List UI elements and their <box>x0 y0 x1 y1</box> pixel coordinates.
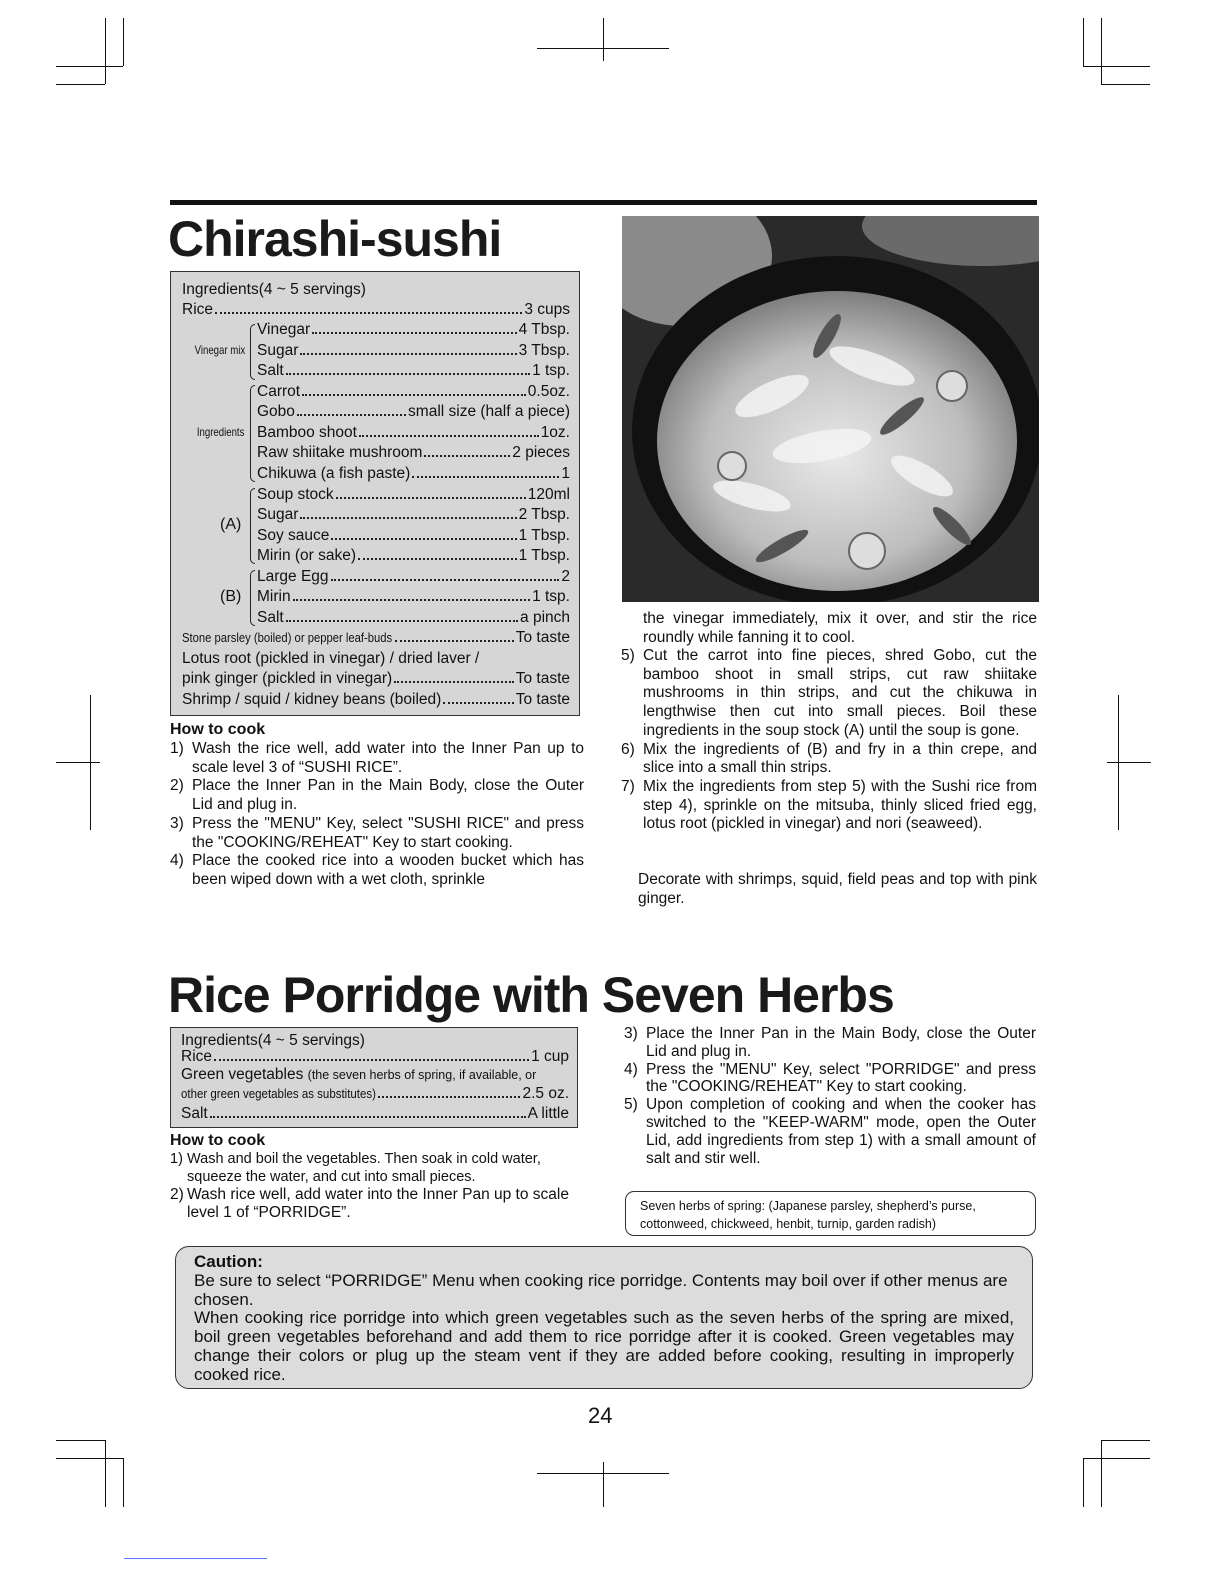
bottom-underline <box>124 1558 267 1559</box>
group-b-row: Large Egg 2 <box>257 568 570 585</box>
decorate-note: Decorate with shrimps, squid, field peas and top with pink ginger. <box>638 871 1037 907</box>
step-item: 3) Place the Inner Pan in the Main Body, close the Outer Lid and plug in. <box>624 1025 1036 1060</box>
step4-continued: the vinegar immediately, mix it over, and stir the rice roundly while fanning it to cool. <box>643 610 1037 646</box>
step-item: 6) Mix the ingredients of (B) and fry in a thin crepe, and slice into a small thin strips. <box>621 740 1037 777</box>
group-b-brace <box>250 570 255 626</box>
ingredient-row: Gobo small size (half a piece) <box>257 403 570 420</box>
group-a-row: Mirin (or sake) 1 Tbsp. <box>257 547 570 564</box>
step-item: 1) Wash the rice well, add water into the Inner Pan up to scale level 3 of “SUSHI RICE”. <box>170 740 584 776</box>
ingredients-brace <box>250 385 255 482</box>
porridge-ingredients-header: Ingredients(4 ~ 5 servings) <box>181 1032 365 1049</box>
extra-row: Stone parsley (boiled) or pepper leaf-buds To taste <box>182 629 570 646</box>
group-a-row: Soy sauce 1 Tbsp. <box>257 527 570 544</box>
caution-paragraph: Be sure to select “PORRIDGE” Menu when cooking rice porridge. Contents may boil over if other menus are chosen. <box>194 1270 1008 1309</box>
caution-title: Caution: <box>194 1252 263 1271</box>
chirashi-title: Chirashi-sushi <box>168 211 502 267</box>
step-item: 4) Place the cooked rice into a wooden bucket which has been wiped down with a wet cloth, sprinkle <box>170 852 584 888</box>
page-number: 24 <box>588 1403 613 1428</box>
step-item: 2) Place the Inner Pan in the Main Body, close the Outer Lid and plug in. <box>170 777 584 814</box>
extra-row: Lotus root (pickled in vinegar) / dried laver / <box>182 650 480 667</box>
ingredient-row: Raw shiitake mushroom 2 pieces <box>257 444 570 461</box>
vinegar-mix-row: Sugar 3 Tbsp. <box>257 342 570 359</box>
step-item: 1) Wash and boil the vegetables. Then soak in cold water, squeeze the water, and cut into small pieces. <box>170 1151 541 1185</box>
porridge-title: Rice Porridge with Seven Herbs <box>168 967 894 1023</box>
porridge-ingredient-rice: Rice 1 cup <box>181 1048 569 1065</box>
vinegar-mix-brace <box>250 324 255 380</box>
caution-box <box>175 1246 1033 1389</box>
step-item: 5) Upon completion of cooking and when the cooker has switched to the "KEEP-WARM" mode, open the Outer Lid, add ingredients from step 1) with a small amount of salt and stir well. <box>624 1096 1036 1167</box>
ingredients-header: Ingredients(4 ~ 5 servings) <box>182 281 366 298</box>
vinegar-mix-row: Vinegar 4 Tbsp. <box>257 321 570 338</box>
porridge-steps-right <box>624 1025 1036 1167</box>
vinegar-mix-row: Salt 1 tsp. <box>257 362 570 379</box>
chirashi-ingredients-box <box>170 271 580 716</box>
group-b-row: Mirin 1 tsp. <box>257 588 570 605</box>
sushi-bowl-image <box>622 216 1039 602</box>
porridge-ingredient-green-2: other green vegetables as substitutes) 2.5 oz. <box>181 1085 569 1102</box>
step-item: 5) Cut the carrot into fine pieces, shred Gobo, cut the bamboo shoot in small strips, cut raw shiitake mushrooms in thin strips, and cut the chikuwa in lengthwise then cut into small pieces. Boil these ingredients in the soup stock (A) until the soup is gone. <box>621 647 1037 739</box>
porridge-steps-left <box>170 1151 580 1221</box>
porridge-ingredients-box <box>170 1027 578 1128</box>
top-rule <box>170 200 1037 205</box>
chirashi-steps-left <box>170 740 584 890</box>
ingredient-row: Chikuwa (a fish paste) 1 <box>257 465 570 482</box>
step-item: 3) Press the "MENU" Key, select "SUSHI RICE" and press the "COOKING/REHEAT" Key to start cooking. <box>170 814 584 851</box>
chirashi-sushi-photo <box>622 216 1039 602</box>
step-item: 7) Mix the ingredients from step 5) with the Sushi rice from step 4), sprinkle on the mitsuba, thinly sliced fried egg, lotus root (pickled in vinegar) and nori (seaweed). <box>621 777 1037 833</box>
group-b-label: (B) <box>220 588 242 605</box>
ingredients-side-label: Ingredients <box>196 425 244 439</box>
seven-herbs-note: Seven herbs of spring: (Japanese parsley, shepherd’s purse, cottonweed, chickweed, henbit, turnip, garden radish) <box>625 1191 1036 1236</box>
ingredient-row: Carrot 0.5oz. <box>257 383 570 400</box>
vinegar-mix-label: Vinegar mix <box>194 343 245 357</box>
group-a-row: Sugar 2 Tbsp. <box>257 506 570 523</box>
ingredient-row: Bamboo shoot 1oz. <box>257 424 570 441</box>
extra-row: Shrimp / squid / kidney beans (boiled) To taste <box>182 691 570 708</box>
ingredient-row-rice: Rice 3 cups <box>182 301 570 318</box>
group-b-row: Salt a pinch <box>257 609 570 626</box>
group-a-row: Soup stock 120ml <box>257 486 570 503</box>
extra-row: pink ginger (pickled in vinegar) To taste <box>182 670 570 687</box>
porridge-ingredient-green: Green vegetables (the seven herbs of spring, if available, or <box>181 1066 537 1083</box>
group-a-brace <box>250 488 255 564</box>
caution-paragraph: When cooking rice porridge into which green vegetables such as the seven herbs of the spring are mixed, boil green vegetables beforehand and add them to rice porridge after it is cooked. Green vegetables may change their colors or plug up the steam vent if they are added before cooking, resulting in improperly cooked rice. <box>194 1308 1014 1384</box>
group-a-label: (A) <box>220 516 242 533</box>
porridge-how-to-cook-heading: How to cook <box>170 1132 266 1149</box>
chirashi-steps-right <box>621 647 1037 834</box>
step-item: 4) Press the "MENU" Key, select "PORRIDGE" and press the "COOKING/REHEAT" Key to start cooking. <box>624 1060 1036 1096</box>
chirashi-how-to-cook-heading: How to cook <box>170 721 266 738</box>
porridge-ingredient-salt: Salt A little <box>181 1105 569 1122</box>
step-item: 2) Wash rice well, add water into the Inner Pan up to scale level 1 of “PORRIDGE”. <box>170 1186 569 1221</box>
